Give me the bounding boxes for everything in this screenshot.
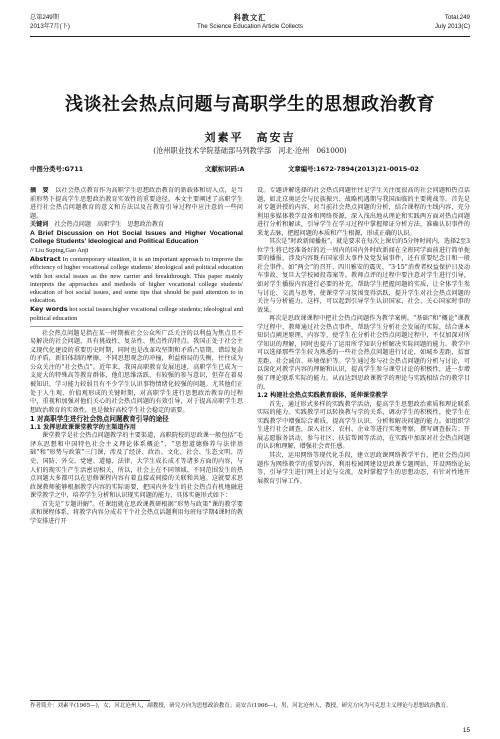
- authors-en: // Liu Suping,Gao Anji: [30, 246, 89, 254]
- abstract-cn-label: 摘 要: [30, 187, 49, 194]
- abstract-cn-text: 以社会热点教育作为高职学生思想政治教育的新载体和切入点，是当前形势下提高学生思想政治教育实效性的重要途径。本文主要阐述了高职学生进行社会热点问题教育的意义和方法以及在教育引导过程中应注意的一些问题。: [30, 187, 243, 220]
- section-heading-1-2: 1.2 构建社会热点实践教育载体，延伸课堂教学: [257, 392, 388, 400]
- paragraph-continued: 设。专题讲解选择的社会热点问题往往是学生关注度很高的社会问题和热点话题，如北京奥运会与民族振兴、战略机遇期与我国面临的主要挑战等。首先是对专题讲授的内容、对当前社会热点问题的分析，结合课程的主线内容，充分利用多媒体教学设备和网络资源，深入浅出地从理论和实践两方面对热点问题进行分析和解读，引导学生在学习过程中掌握辩证分析方法，准确认识事件的来龙去脉，把握问题的本质和产生根源，形成正确的认识。: [257, 187, 470, 237]
- author-footnote: 作者简介：刘素平(1965—)，女，河北沧州人，副教授，研究方向为思想政治教育；高安吉(1966—)，男，河北沧州人，教授，研究方向为马克思主义理论与思想政治教育。: [30, 703, 452, 709]
- title-en: A Brief Discussion on Hot Social Issues and Higher Vocational College Students' Ideological and Political Education: [30, 229, 243, 246]
- right-column: [257, 187, 470, 707]
- left-column: [30, 187, 243, 707]
- journal-name-cn: 科教文汇: [233, 13, 267, 22]
- intro-paragraph: 社会热点问题是指在某一时期被社会公众所广泛关注的以利益为焦点且不易解决的社会问题，具有挑战性、复杂性、焦点性的特点。我国正处于社会主义现代化建设的重要历史时期，同时也是改革攻坚期和矛盾凸显期，错综复杂的矛盾，新旧体制的摩擦，不同思想观念的冲撞，利益格局的失衡，往往成为公众关注的“社会热点”。近年来，我国高职教育发展迅速，高职学生已成为一支庞大的特殊高等教育群体，他们思维活跃，有较强的参与意识，但存在着易被知识、学习能力较弱且有不少学生认识事物情绪化较强的问题。尤其他们正处于人生观、价值观形成的关键时期，对高职学生进行思想政治教育的过程中，重视和加强对他们关心的社会热点问题的有效引导，对于提高高职学生思想政治教育的实效性，也是做好高校学生社会稳定的需要。: [30, 329, 243, 414]
- keywords-cn-text: 社会热点问题 高职学生 思想政治教育: [54, 221, 165, 229]
- running-header: [30, 14, 470, 46]
- abstract-en: [30, 255, 243, 305]
- abstract-en-text: In contemporary situation, it is an important approach to improve the efficiency of higher vocational college students' ideological and political education with hot social issues as the new carrier and breakthrough. This paper mainly interprets the approaches and methods of higher vocational college students' education of hot social issues, and some tips that should be paid attention to in education.: [30, 256, 243, 305]
- keywords-en-label: Key words: [30, 305, 68, 314]
- abstract-separator: [30, 326, 243, 327]
- paragraph-practice: 首先，通过形式多样的实践教学活动，提高学生思想政治素质和理论联系实际的能力。实践教学可以转换教与学的关系，调动学生的积极性，使学生在实践教学中增强综合素质，提高学生认识、分析和解决问题的能力。如组织学生进行社会调查，深入社区、农村、企业等进行实地考察，撰写调查报告；开展志愿服务活动，参与社区、扶贫帮困等活动，在实践中加深对社会热点问题的认识和理解，增强社会责任感。: [257, 400, 470, 451]
- issue-total-en: Total.249: [444, 14, 470, 21]
- keywords-en-text: hot social issues;higher vocational college students; ideological and political education: [30, 306, 243, 322]
- keywords-cn: [30, 221, 243, 230]
- article-number: 文章编号:1672-7894(2013)21-0015-02: [288, 165, 419, 173]
- article-title: 浅谈社会热点问题与高职学生的思想政治教育: [65, 94, 435, 115]
- article-authors: 刘素平 高安吉: [204, 131, 296, 144]
- paragraph-network: 其次，运用网络等现代化手段，建立思政课网络教学平台，把社会热点问题作为网络教学的重要内容，利用校园网建设思政课专题网站、开设网络论坛等，引导学生进行网上讨论与交流，及时掌握学生的思想动态，有针对性地开展教育引导工作。: [257, 451, 470, 485]
- keywords-cn-label: 关键词: [30, 221, 49, 229]
- classification-line: [30, 164, 470, 174]
- document-code: 文献标识码:A: [205, 165, 245, 173]
- article-affiliation: (沧州职业技术学院基础部马列教学部 河北·沧州 061000): [153, 146, 347, 155]
- header-center: [30, 14, 470, 31]
- paragraph-topics: 首先是“专题讲解”。任课组就在思政课教研根据“形势与政策”课的教学要求和课程体系，将教学内容分成若干个社会热点话题利用每班每学期4课时的教学安排进行开: [30, 500, 243, 525]
- abstract-en-label: Abstract: [30, 255, 61, 264]
- clc-code: 中图分类号:G711: [30, 165, 84, 173]
- section-heading-1-1: 1.1 发挥思政课课堂教学的主渠道作用: [30, 423, 136, 431]
- section-heading-1: 1 对高职学生进行社会热点问题教育引导的途径: [30, 415, 169, 424]
- header-rule: [30, 36, 470, 37]
- issue-date: 2013年7月(下): [30, 22, 70, 30]
- paragraph-case-teaching: 再次是思政课课程中把社会热点问题作为教学案例。“基础”和“概论”课教学过程中，教师通过社会热点事件，帮助学生分析社会发展的实际，结合课本知识点阐述原理、内容等，使学生在分析社会热点问题过程中，不仅加深对所学知识的理解，同时也提升了运用所学知识分析解决实际问题的能力。教学中可以选择那些学生较为熟悉的一些社会热点问题进行讨论，如城乡差距、贫富差距、社会诚信、环境保护等。学生通过参与社会热点问题的分析与讨论，可以深化对教学内容的理解和认识，提高学生参与课堂讨论的积极性，进一步增强了理论联系实际的能力，从而达到思政课教学的理论与实践相结合的教学目的。: [257, 315, 470, 391]
- issue-date-en: July 2013(C): [434, 22, 470, 30]
- footnote-rule: [30, 700, 150, 701]
- paragraph-classroom: 课堂教学是社会热点问题教学的主要渠道，高职院校的思政课一般包括“毛泽东思想和中国特色社会主义理论体系概论”、“思想道德修养与法律基础”和“形势与政策”三门课，涉及了经济、政治、文化、社会、生态文明、历史、国防、外交、党建、道德、法律、大学生成长成才等诸多方面的内容，与人们的现实生产生活密切相关，所以，社会上在不同领域、不同范围发生的热点问题大多都可以在思修课程内容有着直接或间接的关联和共通。这就要求思政课教师能够根据教学内容的实际需要，把国内外发生的社会热点有机地融进课堂教学之中，培养学生分析和认识现实问题的能力，具体实施形式如下：: [30, 432, 243, 500]
- header-right: [435, 14, 470, 31]
- paragraph-news-report: 其次是“时政新闻播报”。就是要求在每次上课后的5分钟时间内，选择2至3位学生将已经准备好的近一周内的国内外时政新闻在全班同学面前进行简单扼要的播报，涉及内容既有国家重大事件及党发展事件，还有重要纪念日和一般社会事件。如“两会”的召开、四川雅安的震灾、“3·15”消费者权益保护日及动车事故、复旦大学校园投毒案等。教师点评的过程中要注意对学生进行引导，如对学生播报内容进行必要的补充，帮助学生把握问题的实质，让全体学生参与讨论、交流与思考，使课堂学习氛围变得活跃，提升学生对社会热点问题的关注与分析能力，这样，可以起到引导学生认识国家、社会、关心国家时事的效果。: [257, 238, 470, 314]
- abstract-cn: [30, 187, 243, 221]
- keywords-en: [30, 305, 243, 322]
- page-number: 15: [462, 727, 470, 734]
- issue-total: 总第249期: [30, 14, 59, 21]
- journal-name-en: The Science Education Article Collects: [197, 22, 303, 30]
